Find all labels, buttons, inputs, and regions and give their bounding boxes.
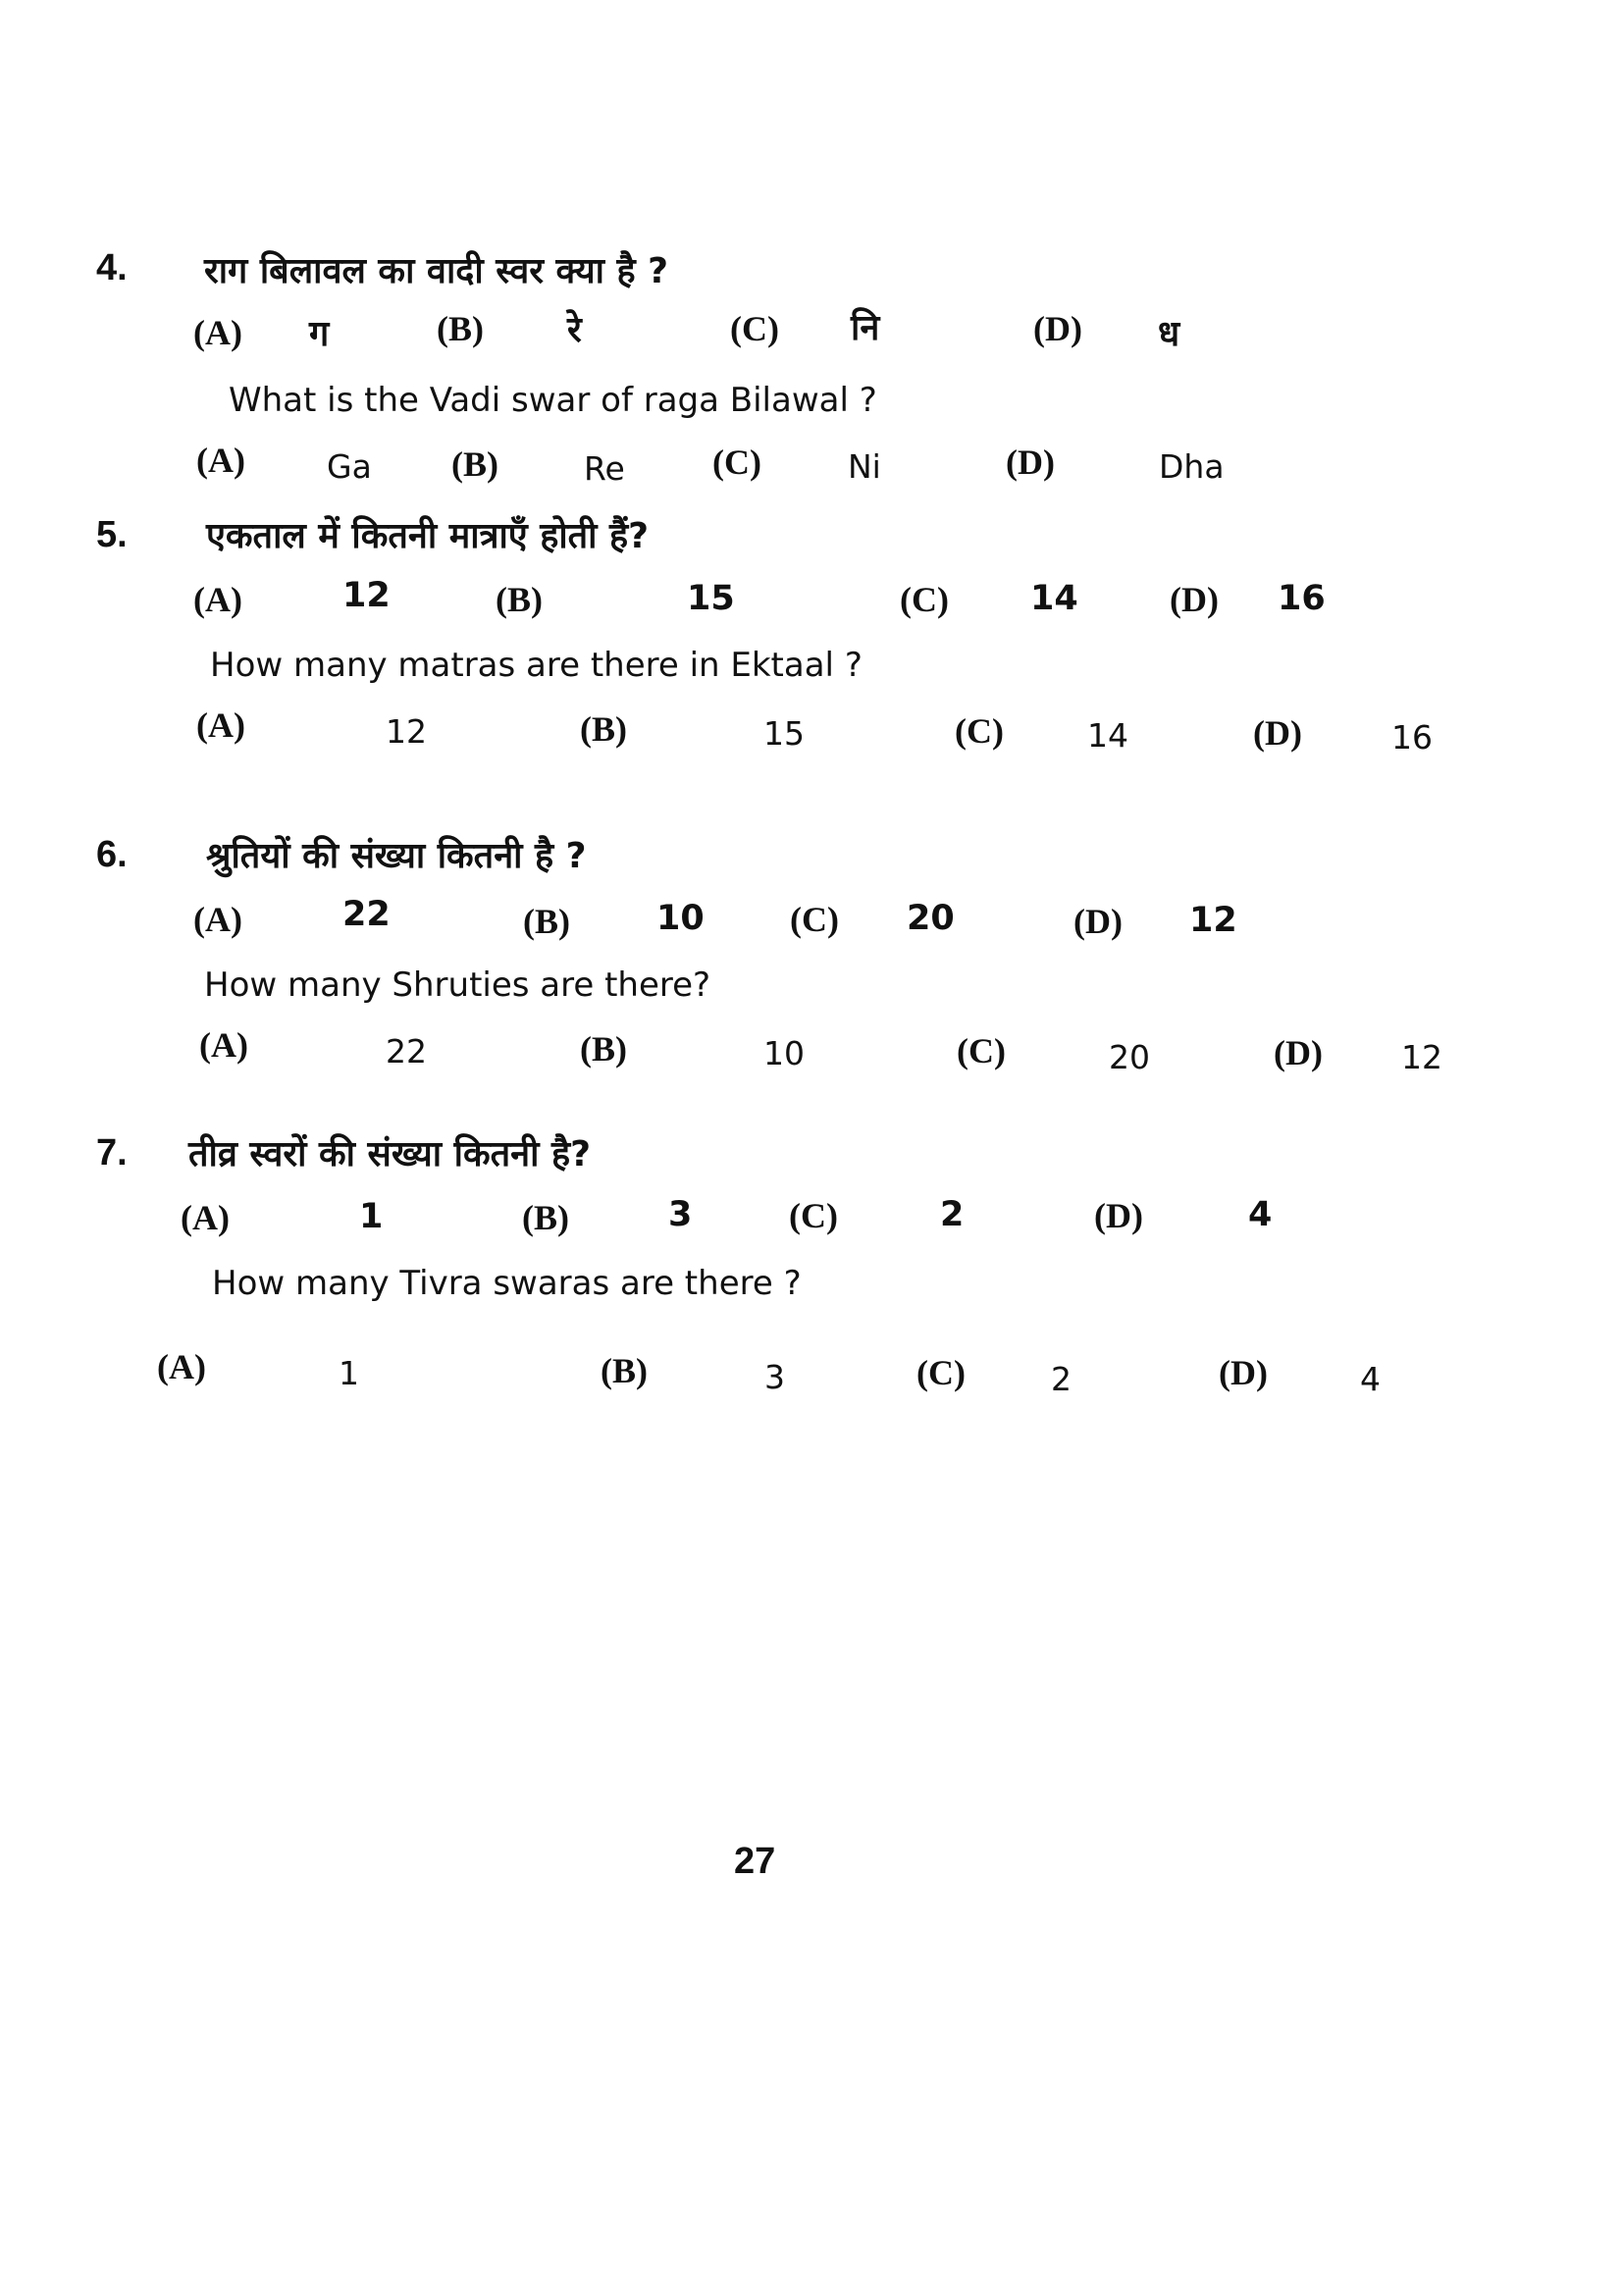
q4-hindi-option-d-value: ध bbox=[1158, 314, 1180, 354]
question-6-english-text: How many Shruties are there? bbox=[204, 965, 711, 1005]
q4-english-option-a-label: (A) bbox=[196, 441, 245, 480]
q5-english-option-d-value: 16 bbox=[1391, 718, 1433, 757]
question-4-number: 4. bbox=[96, 247, 128, 288]
q6-hindi-option-c-label: (C) bbox=[790, 900, 839, 939]
q7-english-option-a-value: 1 bbox=[339, 1354, 359, 1392]
q6-english-option-d-value: 12 bbox=[1401, 1038, 1442, 1076]
page-number: 27 bbox=[734, 1841, 776, 1882]
q7-english-option-b-value: 3 bbox=[764, 1358, 785, 1396]
q5-english-option-a-value: 12 bbox=[386, 712, 427, 751]
q5-english-option-d-label: (D) bbox=[1253, 713, 1302, 753]
q4-english-option-b-value: Re bbox=[584, 449, 625, 488]
q6-english-option-a-label: (A) bbox=[199, 1025, 248, 1065]
q4-hindi-option-b-value: रे bbox=[567, 310, 582, 350]
question-4-hindi-text: राग बिलावल का वादी स्वर क्या है ? bbox=[204, 251, 669, 291]
q4-english-option-c-value: Ni bbox=[848, 447, 881, 486]
q4-english-option-d-label: (D) bbox=[1006, 443, 1055, 482]
q4-english-option-d-value: Dha bbox=[1159, 447, 1225, 486]
question-7-hindi-text: तीव्र स्वरों की संख्या कितनी है? bbox=[188, 1134, 591, 1174]
question-7-english-text: How many Tivra swaras are there ? bbox=[212, 1264, 802, 1303]
q5-hindi-option-c-value: 14 bbox=[1030, 579, 1078, 618]
q7-english-option-d-value: 4 bbox=[1360, 1360, 1381, 1398]
q7-hindi-option-d-value: 4 bbox=[1248, 1195, 1273, 1234]
q6-english-option-c-label: (C) bbox=[957, 1031, 1006, 1070]
question-5-hindi-text: एकताल में कितनी मात्राएँ होती हैं? bbox=[206, 516, 650, 556]
q6-english-option-a-value: 22 bbox=[386, 1032, 427, 1070]
q6-english-option-b-value: 10 bbox=[763, 1034, 805, 1072]
q7-hindi-option-a-value: 1 bbox=[359, 1197, 384, 1236]
q5-hindi-option-a-value: 12 bbox=[342, 576, 391, 615]
q5-hindi-option-a-label: (A) bbox=[193, 580, 242, 619]
q7-english-option-c-label: (C) bbox=[916, 1353, 966, 1392]
q7-hindi-option-c-value: 2 bbox=[940, 1195, 965, 1234]
q5-english-option-b-label: (B) bbox=[580, 709, 627, 749]
q5-english-option-c-label: (C) bbox=[955, 711, 1004, 751]
q7-hindi-option-b-label: (B) bbox=[522, 1198, 569, 1237]
q6-english-option-c-value: 20 bbox=[1109, 1038, 1150, 1076]
q5-english-option-b-value: 15 bbox=[763, 714, 805, 753]
question-6-hindi-text: श्रुतियों की संख्या कितनी है ? bbox=[206, 836, 587, 876]
q5-english-option-a-label: (A) bbox=[196, 705, 245, 745]
q4-hindi-option-d-label: (D) bbox=[1033, 309, 1082, 348]
q6-hindi-option-a-label: (A) bbox=[193, 900, 242, 939]
q6-hindi-option-d-value: 12 bbox=[1189, 901, 1237, 940]
q5-hindi-option-b-label: (B) bbox=[496, 580, 543, 619]
q7-english-option-b-label: (B) bbox=[601, 1351, 648, 1390]
q5-english-option-c-value: 14 bbox=[1087, 716, 1128, 755]
q7-hindi-option-c-label: (C) bbox=[789, 1196, 838, 1235]
q6-hindi-option-a-value: 22 bbox=[342, 895, 391, 934]
q7-hindi-option-a-label: (A) bbox=[181, 1198, 230, 1237]
q4-hindi-option-a-value: ग bbox=[309, 314, 330, 354]
q7-hindi-option-b-value: 3 bbox=[668, 1195, 693, 1234]
q4-hindi-option-c-label: (C) bbox=[730, 309, 779, 348]
q7-english-option-d-label: (D) bbox=[1219, 1353, 1268, 1392]
q5-hindi-option-b-value: 15 bbox=[687, 579, 735, 618]
q6-hindi-option-b-label: (B) bbox=[523, 902, 570, 941]
q7-hindi-option-d-label: (D) bbox=[1094, 1196, 1143, 1235]
q7-english-option-a-label: (A) bbox=[157, 1347, 206, 1386]
question-5-english-text: How many matras are there in Ektaal ? bbox=[210, 646, 863, 685]
question-5-number: 5. bbox=[96, 514, 128, 555]
q4-hindi-option-c-value: नि bbox=[851, 308, 880, 348]
question-6-number: 6. bbox=[96, 834, 128, 875]
q6-english-option-d-label: (D) bbox=[1274, 1033, 1323, 1072]
question-7-number: 7. bbox=[96, 1132, 128, 1174]
q4-english-option-c-label: (C) bbox=[712, 443, 761, 482]
q6-hindi-option-c-value: 20 bbox=[907, 899, 955, 938]
question-4-english-text: What is the Vadi swar of raga Bilawal ? bbox=[229, 381, 877, 420]
q6-hindi-option-d-label: (D) bbox=[1073, 902, 1123, 941]
q6-hindi-option-b-value: 10 bbox=[656, 899, 705, 938]
q5-hindi-option-c-label: (C) bbox=[900, 580, 949, 619]
q4-english-option-b-label: (B) bbox=[451, 444, 498, 484]
q4-english-option-a-value: Ga bbox=[327, 447, 372, 486]
q4-hindi-option-a-label: (A) bbox=[193, 313, 242, 352]
q5-hindi-option-d-value: 16 bbox=[1278, 579, 1326, 618]
q5-hindi-option-d-label: (D) bbox=[1170, 580, 1219, 619]
q7-english-option-c-value: 2 bbox=[1051, 1360, 1072, 1398]
q6-english-option-b-label: (B) bbox=[580, 1029, 627, 1069]
q4-hindi-option-b-label: (B) bbox=[437, 309, 484, 348]
